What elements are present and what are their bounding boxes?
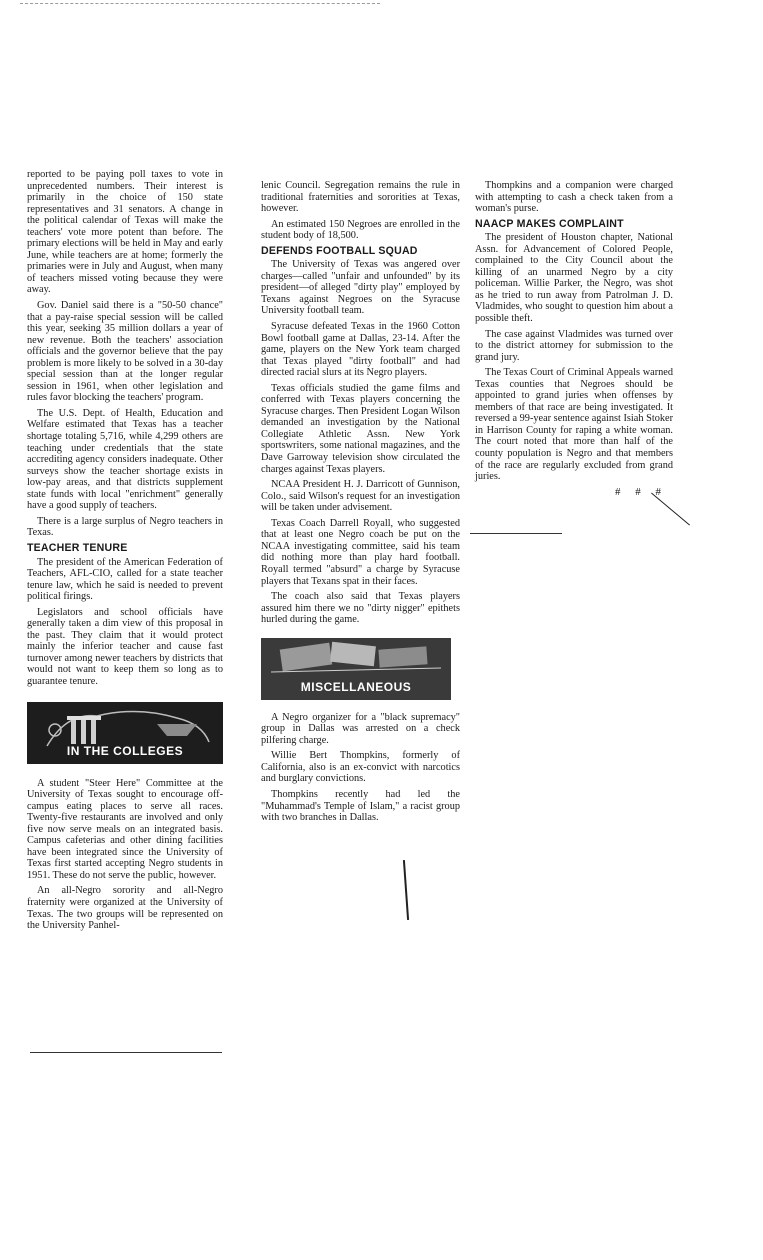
banner-label: MISCELLANEOUS [300, 680, 412, 695]
paragraph: A student "Steer Here" Committee at the University of Texas sought to encourage off-campus eating places to serve all races. Twenty-five restaurants are involved and only five now serve meals on an integrated basis. Campus cafeterias and other dining facilities have been integrated since the University of Texas first started accepting Negro students in 1951. These do not serve the public, however. [27, 777, 223, 881]
paragraph: The case against Vladmides was turned over to the district attorney for submission to the grand jury. [475, 328, 673, 363]
paragraph: The president of the American Federation of Teachers, AFL-CIO, called for a state teacher tenure law, which he said is needed to prevent political firings. [27, 556, 223, 603]
paragraph: The Texas Court of Criminal Appeals warned Texas counties that Negroes should be appointed to grand juries when offenses by members of that race are being investigated. It reversed a 99-year sentence against Isiah Stoker in Harrison County for raping a white woman. The court noted that more than half of the county population is Negro and that members of the race are regularly excluded from grand juries. [475, 367, 673, 483]
top-dashed-border [20, 3, 380, 4]
paragraph: An estimated 150 Negroes are enrolled in the student body of 18,500. [261, 218, 460, 242]
section-heading-defends-football-squad: DEFENDS FOOTBALL SQUAD [261, 244, 418, 257]
paragraph: Syracuse defeated Texas in the 1960 Cotton Bowl football game at Dallas, 23-14. After the game, players on the New York team charged that Texas played "dirty football" and had directed racial slurs at its Negro players. [261, 321, 460, 379]
paragraph: Texas officials studied the game films and conferred with Texas players concerning the Syracuse charges. Then President Logan Wilson demanded an investigation by the National Collegiate Athletic Assn. New York sportswriters, some national magazines, and the Dave Garroway television show circulated the charges against Texas players. [261, 382, 460, 475]
column-1-bottom-rule [30, 1052, 222, 1053]
paragraph: A Negro organizer for a "black supremacy" group in Dallas was arrested on a check pilfering charge. [261, 711, 460, 746]
section-heading-naacp-makes-complaint: NAACP MAKES COMPLAINT [475, 217, 624, 230]
paragraph: The University of Texas was angered over charges—called "unfair and unfounded" by its president—of alleged "dirty play" employed by Texans against Negroes on the Syracuse University football team. [261, 259, 460, 317]
paragraph: The president of Houston chapter, National Assn. for Advancement of Colored People, complained to the City Council about the killing of an unarmed Negro by a city policeman. Willie Parker, the Negro, was shot as he tried to run away from Patrolman J. D. Vladmides, who sought to question him about a possible theft. [475, 232, 673, 325]
column-3-bottom-rule [470, 533, 562, 534]
paragraph: Legislators and school officials have generally taken a dim view of this proposal in the past. They claim that it would protect mainly the inferior teacher and cause fast turnover among newer teachers by districts that would not want to keep them so long as to guarantee tenure. [27, 606, 223, 687]
section-heading-teacher-tenure: TEACHER TENURE [27, 541, 128, 554]
paragraph: An all-Negro sorority and all-Negro fraternity were organized at the University of Texas. The two groups will be represented on the University Panhel- [27, 885, 223, 932]
banner-label: IN THE COLLEGES [66, 743, 184, 758]
paragraph: Willie Bert Thompkins, formerly of California, also is an ex-convict with narcotics and burglary convictions. [261, 750, 460, 785]
paragraph: NCAA President H. J. Darricott of Gunnison, Colo., said Wilson's request for an investigation will be taken under advisement. [261, 479, 460, 514]
paragraph: Thompkins recently had led the "Muhammad's Temple of Islam," a racist group with two branches in Dallas. [261, 788, 460, 824]
column-2 [261, 180, 460, 828]
paragraph: Thompkins and a companion were charged with attempting to cash a check taken from a woman's purse. [475, 180, 673, 215]
column-3 [475, 180, 673, 498]
paragraph: reported to be paying poll taxes to vote in unprecedented numbers. Their interest is primarily in the choice of 150 state representatives and 31 senators. A change in the political calendar of Texas will make the teachers' vote more potent than before. The primary elections will be held in May and early June, while teachers are at home; formerly the primaries were in July and August, when many of teachers missed voting because they were away. [27, 169, 223, 296]
miscellaneous-banner [261, 638, 451, 700]
paragraph: Gov. Daniel said there is a "50-50 chance" that a pay-raise special session will be called this year, seeking 35 million dollars a year of new revenue. Both the teachers' association officials and the governor believe that the pay problem is more likely to be solved in a 30-day special session than at the longer regular session in 1961, when other legislation and rules favor blocking the teachers' program. [27, 300, 223, 404]
paragraph: There is a large surplus of Negro teachers in Texas. [27, 515, 223, 539]
in-the-colleges-banner [27, 702, 223, 764]
pen-mark [403, 860, 409, 920]
paragraph: Texas Coach Darrell Royall, who suggested that at least one Negro coach be put on the NCAA investigating committee, said his team did nothing more than play hard football. Royall termed "absurd" a charge by Syracuse players that Texans spat in their faces. [261, 517, 460, 587]
paragraph: The U.S. Dept. of Health, Education and Welfare estimated that Texas has a teacher shortage totaling 5,716, while 4,299 others are teaching under credentials that the state accrediting agency considers inadequate. Other surveys show the teacher shortage exists in low-pay areas, and that districts supplement state funds with local "enrichment" generally have a good supply of teachers. [27, 407, 223, 512]
paragraph: The coach also said that Texas players assured him there we no "dirty nigger" epithets hurled during the game. [261, 591, 460, 626]
paragraph: lenic Council. Segregation remains the rule in traditional fraternities and sororities at Texas, however. [261, 180, 460, 215]
end-mark: # # # [615, 485, 667, 498]
column-1 [27, 169, 223, 936]
